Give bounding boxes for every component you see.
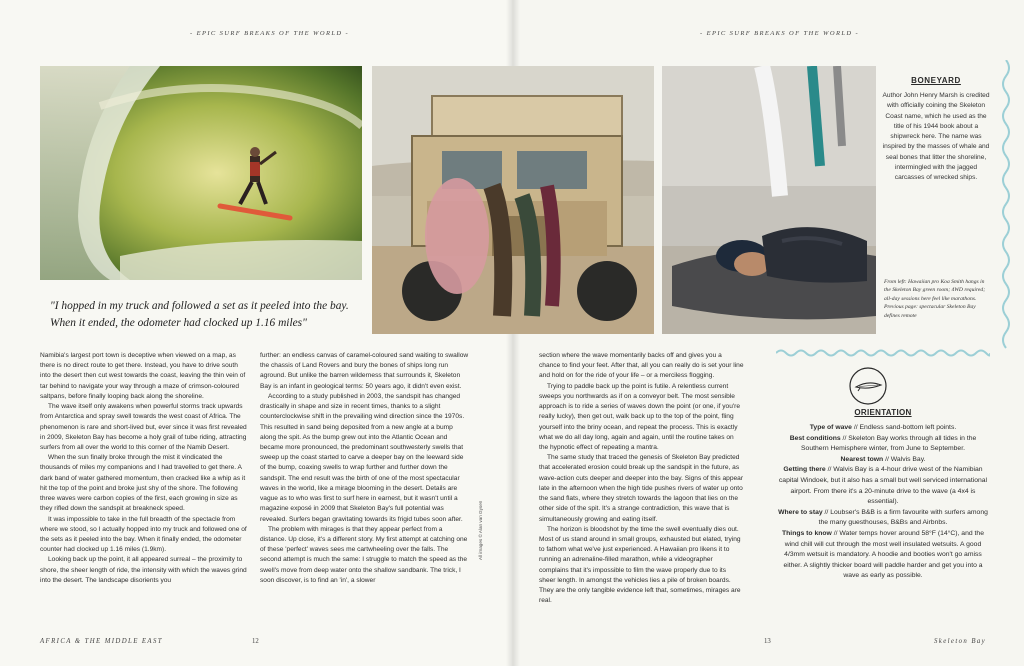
value-getting-there: // Walvis Bay is a 4-hour drive west of the Namibian capital Windoek, but it also has a small but well serviced international airport. From there it's a 20-minute drive to the wave (a 4x4 is essential). [778, 466, 988, 506]
surfboard-icon [848, 366, 888, 406]
paragraph: According to a study published in 2003, the sandspit has changed drastically in shape and size in recent times, thanks to a slight counterclockwise shift in the prevailing wind direction since the 1970s. This resulted in sand being deposited from a new angle at a bump along the spit. As the bump grew out into the Atlantic Ocean and became more pronounced, the predominant southwesterly swells that sweep up the coast started to carve a deeper bay on the leeward side of the bump, coaxing swells to wrap further and further down the sandspit. The end result was the birth of one of the most spectacular waves in the world, like a mirage blooming in the desert. Details are vague as to who was first to surf here in earnest, but it wasn't until a magazine exposé in 2009 that Skeleton Bay's full potential was revealed. Surfers began gravitating towards its frigid tubes soon after. [260, 392, 465, 523]
label-where-to-stay: Where to stay [778, 508, 823, 516]
paragraph: It was impossible to take in the full breadth of the spectacle from where we stood, so I actually hopped into my truck and followed one of the sets as it peeled into the bay. When it finally ended, the odometer counter had clocked up 1.16 miles (1.9km). [40, 515, 247, 554]
orientation-body [776, 423, 990, 582]
value-things-to-know: // Water temps hover around 58°F (14°C), and the wind chill will cut through the most well insulated wetsuits. A good 4/3mm wetsuit is mandatory. A hoodie and booties won't go amiss either. A slightly thicker board will paddle harder and get you into a wave as early as possible. [783, 529, 984, 580]
label-type-of-wave: Type of wave [809, 424, 852, 431]
page-number-right: 13 [764, 638, 771, 645]
running-head-left: - EPIC SURF BREAKS OF THE WORLD - [190, 30, 350, 37]
orientation-title: ORIENTATION [854, 408, 912, 417]
label-best-conditions: Best conditions [789, 434, 841, 442]
photo-surfer-in-tube [40, 66, 362, 280]
photo-credit: All images © Alan van Gysen [478, 500, 483, 560]
pull-quote: "I hopped in my truck and followed a set as it peeled into the bay. When it ended, the odometer had clocked up 1.16 miles" [50, 300, 349, 329]
value-best-conditions: // Skeleton Bay works through all tides in the Southern Hemisphere winter, from June to September. [801, 434, 977, 453]
value-nearest-town: // Walvis Bay. [883, 455, 926, 463]
paragraph: The horizon is bloodshot by the time the swell eventually dies out. Most of us stand around in small groups, exhausted but elated, trying to fathom what we've just experienced. A Hawaiian pro likens it to running an adrenaline-filled marathon, while a videographer complains that it's impossible to film the wave properly due to its sheer length. In amongst the vehicles lies a pile of broken boards. They are the only tangible evidence left that, sometimes, mirages are real. [539, 525, 741, 605]
paragraph: Looking back up the point, it all appeared surreal – the proximity to shore, the sheer length of ride, the intensity with which the waves grind into the desert. The landscape disorients you [40, 556, 247, 584]
paragraph: section where the wave momentarily backs off and gives you a chance to find your feet. After that, all you can really do is set your line and hold on for the ride of your life – or a merciless flogging. [539, 352, 744, 380]
paragraph: Namibia's largest port town is deceptive when viewed on a map, as there is no direct route to get there. Instead, you have to drive south into the desert then cut west towards the coast, leaving the thin vein of tar behind to navigate your way through a maze of crimson-coloured saltpans, before finally looping back along the shoreline. [40, 352, 246, 400]
paragraph: The problem with mirages is that they appear perfect from a distance. Up close, it's a different story. My first attempt at catching one of these 'perfect' waves sees me cartwheeling over the falls. The second attempt is much the same: I struggle to match the speed as the swell's move from deep water onto the shallow sandbank. The trick, I soon discover, is to find an 'in', a slower [260, 525, 468, 584]
photo-4wd-truck [372, 66, 654, 334]
paragraph: Trying to paddle back up the point is futile. A relentless current sweeps you northwards as if on a conveyor belt. The most sensible approach is to ride a series of waves down the point (or one, if you're really lucky), then get out, walk back up to the top of the point, fling yourself into the briny ocean, and repeat the process. This is exactly what we do all day long, again and again, until the routine takes on the hypnotic effect of repeating a mantra. [539, 382, 741, 451]
body-column-2 [260, 351, 470, 586]
body-column-3 [539, 351, 744, 606]
value-type-of-wave: // Endless sand-bottom left points. [851, 424, 957, 431]
photo-caption: From left: Hawaiian pro Koa Smith hangs in the Skeleton Bay green room; 4WD required; all-day sessions here feel like marathons. Previous page: spectacular Skeleton Bay defines remote [884, 279, 986, 319]
photo-surfer-resting [662, 66, 876, 334]
paragraph: further: an endless canvas of caramel-coloured sand waiting to swallow the chassis of Land Rovers and bury the bones of ships long run aground. But unlike the barren wilderness that surrounds it, Skeleton Bay is an infant in geological terms: 50 years ago, it didn't even exist. [260, 352, 469, 390]
side-wave-pattern [996, 60, 1016, 350]
footer-location-name: Skeleton Bay [934, 638, 987, 645]
running-head-right: - EPIC SURF BREAKS OF THE WORLD - [700, 30, 860, 37]
label-getting-there: Getting there [783, 466, 826, 474]
body-column-1 [40, 351, 250, 586]
page-number-left: 12 [252, 638, 259, 645]
value-where-to-stay: // Loubser's B&B is a firm favourite with surfers among the many guesthouses, B&Bs and Airbnbs. [818, 508, 988, 527]
boneyard-title: BONEYARD [911, 76, 961, 85]
footer-section-name: AFRICA & THE MIDDLE EAST [40, 638, 163, 645]
label-nearest-town: Nearest town [840, 455, 884, 463]
boneyard-text: Author John Henry Marsh is credited with officially coining the Skeleton Coast name, which he used as the title of his 1944 book about a shipwreck here. The name was inspired by the masses of whale and seal bones that litter the shoreline, intermingled with the jagged carcasses of wrecked ships. [882, 92, 990, 182]
label-things-to-know: Things to know [782, 529, 832, 537]
paragraph: When the sun finally broke through the mist it vindicated the thousands of miles my companions and I had travelled to get there. A dark band of water gathered momentum, then cracked like a whip as it hit the top of the point and broke just shy of the shore. The following three waves were carbon copies of the first, each growing in size as they rifled down the sandspit at breakneck speed. [40, 454, 246, 513]
paragraph: The wave itself only awakens when powerful storms track upwards from Antarctica and spray swell towards the west coast of Africa. The phenomenon is rare and short-lived but, ever since it was first revealed in 2009, Skeleton Bay has become a holy grail of tube riding, attracting surfers from all over the world to this corner of the Namib Desert. [40, 403, 247, 451]
wave-divider [776, 348, 990, 358]
paragraph: The same study that traced the genesis of Skeleton Bay predicted that accelerated erosion could break up the sandspit in the future, as wave-action cuts deeper and deeper into the bay. Signs of this appear late in the afternoon when the high tide pushes rivers of water up onto the sand flats, where they stretch towards the lagoon that lies on the other side of the spit. It's a strange contradiction, this wave that is simultaneously growing and eating itself. [539, 454, 744, 523]
boneyard-box [880, 66, 992, 184]
